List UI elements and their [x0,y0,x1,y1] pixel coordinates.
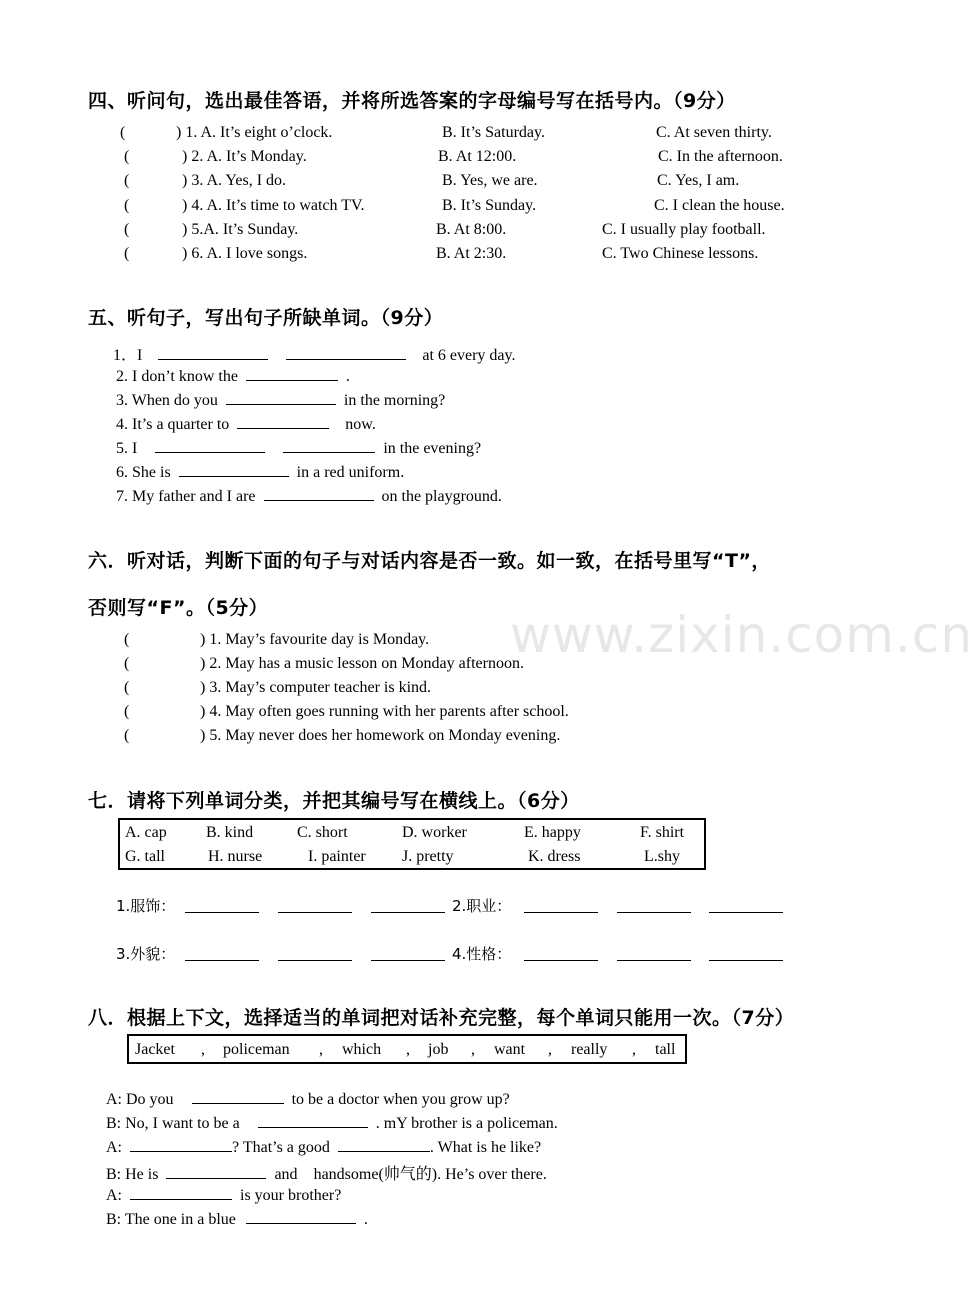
answer-blank[interactable] [130,1185,232,1200]
text: is your brother? [240,1187,342,1204]
text: B: No, I want to be a [106,1115,240,1132]
dialogue-line-4 [106,1161,547,1184]
statement-3: ) 3. May’s computer teacher is kind. [200,679,432,696]
dialogue-line-1 [106,1089,510,1109]
answer-blank[interactable] [286,345,406,360]
question-5: ) 5.A. It’s Sunday. [182,221,299,238]
paren-left: ( [124,631,130,648]
statement-1: ) 1. May’s favourite day is Monday. [200,631,430,648]
word-item: H. nurse [208,848,263,865]
answer-blank[interactable] [226,390,336,405]
answer-blank[interactable] [264,486,374,501]
comma: , [319,1041,323,1058]
text: . What is he like? [429,1139,542,1156]
dialogue-line-2 [106,1113,558,1133]
question-6: ) 6. A. I love songs. [182,245,308,262]
comma: , [406,1041,410,1058]
option-b-5: B. At 8:00. [436,221,507,238]
fill-line-4 [116,414,376,434]
answer-blank[interactable] [524,912,598,913]
text: 2. I don’t know the [116,368,238,385]
text: . mY brother is a policeman. [375,1115,558,1132]
question-1: ) 1. A. It’s eight o’clock. [176,124,333,141]
option-b-3: B. Yes, we are. [442,172,538,189]
watermark: www.zixin.com.cn [510,606,973,664]
answer-blank[interactable] [617,960,691,961]
answer-blank[interactable] [179,462,289,477]
fill-line-2 [116,366,350,386]
option-c-4: C. I clean the house. [654,197,785,214]
text: A: Do you [106,1091,174,1108]
answer-blank[interactable] [371,912,445,913]
comma: , [471,1041,475,1058]
paren-left: ( [124,655,130,672]
statement-5: ) 5. May never does her homework on Monday evening. [200,727,561,744]
text: at 6 every day. [422,347,516,364]
text: . [363,1211,368,1228]
word-choice: policeman [223,1041,290,1058]
paren-left: ( [124,703,130,720]
word-choice-box [127,1034,687,1064]
section-6-title-line1: 六．听对话，判断下面的句子与对话内容是否一致。如一致，在括号里写“T”， [88,550,771,572]
word-item: C. short [297,824,348,841]
text: to be a doctor when you grow up? [291,1091,510,1108]
statement-2: ) 2. May has a music lesson on Monday afternoon. [200,655,524,672]
statement-4: ) 4. May often goes running with her parents after school. [200,703,569,720]
text: 5. I [116,440,138,457]
section-5-title: 五、听句子，写出句子所缺单词。（9分） [88,307,444,329]
question-4: ) 4. A. It’s time to watch TV. [182,197,365,214]
paren-left: ( [120,124,126,141]
answer-blank[interactable] [278,912,352,913]
section-6-title-line2: 否则写“F”。（5分） [88,597,269,619]
option-b-6: B. At 2:30. [436,245,507,262]
answer-blank[interactable] [166,1164,266,1179]
word-item: I. painter [308,848,366,865]
answer-blank[interactable] [278,960,352,961]
word-choice: which [342,1041,382,1058]
answer-blank[interactable] [237,414,329,429]
answer-blank[interactable] [192,1089,284,1104]
option-c-3: C. Yes, I am. [657,172,740,189]
section-8-title: 八．根据上下文，选择适当的单词把对话补充完整，每个单词只能用一次。（7分） [88,1007,795,1029]
section-4-title: 四、听问句，选出最佳答语，并将所选答案的字母编号写在括号内。（9分） [88,90,736,112]
text: in the evening? [383,440,482,457]
fill-line-5 [116,438,481,458]
word-item: F. shirt [640,824,685,841]
category-personality: 4.性格： [452,945,512,963]
fill-line-6 [116,462,404,482]
text: in the morning? [343,392,446,409]
answer-blank[interactable] [246,366,338,381]
answer-blank[interactable] [709,960,783,961]
text: 4. It’s a quarter to [116,416,230,433]
option-c-5: C. I usually play football. [602,221,766,238]
paren-left: ( [124,727,130,744]
text: 6. She is [116,464,171,481]
answer-blank[interactable] [258,1113,368,1128]
fill-line-1 [113,342,515,365]
answer-blank[interactable] [338,1137,430,1152]
answer-blank[interactable] [371,960,445,961]
answer-blank[interactable] [185,912,259,913]
answer-blank[interactable] [155,438,265,453]
word-choice: job [428,1041,449,1058]
word-item: B. kind [206,824,254,841]
comma: , [201,1041,205,1058]
paren-left: ( [124,172,130,189]
text: and [274,1166,298,1183]
answer-blank[interactable] [709,912,783,913]
word-choice: want [494,1041,526,1058]
text: 7. My father and I are [116,488,256,505]
word-item: L.shy [644,848,680,865]
option-b-4: B. It’s Sunday. [442,197,537,214]
section-7-title: 七．请将下列单词分类，并把其编号写在横线上。（6分） [88,790,580,812]
dialogue-line-3 [106,1137,541,1157]
word-choice: really [571,1041,608,1058]
text: now. [345,416,376,433]
word-item: E. happy [524,824,581,841]
option-b-1: B. It’s Saturday. [442,124,545,141]
question-3: ) 3. A. Yes, I do. [182,172,287,189]
answer-blank[interactable] [283,438,375,453]
answer-blank[interactable] [524,960,598,961]
word-choice: tall [655,1041,676,1058]
text: handsome(帅气的). He’s over there. [313,1166,547,1183]
text: A: [106,1139,122,1156]
text: 3. When do you [116,392,218,409]
word-choice: Jacket [135,1041,175,1058]
comma: , [632,1041,636,1058]
question-2: ) 2. A. It’s Monday. [182,148,307,165]
word-item: A. cap [125,824,167,841]
category-jobs: 2.职业： [452,897,512,915]
option-b-2: B. At 12:00. [438,148,517,165]
word-item: J. pretty [402,848,454,865]
dialogue-line-5 [106,1185,341,1205]
word-item: D. worker [402,824,467,841]
option-c-1: C. At seven thirty. [656,124,772,141]
paren-left: ( [124,245,130,262]
text: B: The one in a blue [106,1211,236,1228]
answer-blank[interactable] [246,1209,356,1224]
word-item: G. tall [125,848,165,865]
fill-line-3 [116,390,445,410]
answer-blank[interactable] [185,960,259,961]
text: . [345,368,350,385]
text: B: He is [106,1166,159,1183]
paren-left: ( [124,148,130,165]
word-bank-box [118,818,706,870]
dialogue-line-6 [106,1209,368,1229]
paren-left: ( [124,221,130,238]
option-c-6: C. Two Chinese lessons. [602,245,759,262]
answer-blank[interactable] [158,345,268,360]
paren-left: ( [124,679,130,696]
text: A: [106,1187,122,1204]
option-c-2: C. In the afternoon. [658,148,783,165]
paren-left: ( [124,197,130,214]
category-appearance: 3.外貌： [116,945,176,963]
text: ? That’s a good [232,1139,330,1156]
comma: , [548,1041,552,1058]
answer-blank[interactable] [130,1137,232,1152]
text: 1．I [113,347,143,364]
fill-line-7 [116,486,502,506]
category-clothing: 1.服饰： [116,897,176,915]
answer-blank[interactable] [617,912,691,913]
text: on the playground. [381,488,502,505]
text: in a red uniform. [296,464,405,481]
word-item: K. dress [528,848,581,865]
